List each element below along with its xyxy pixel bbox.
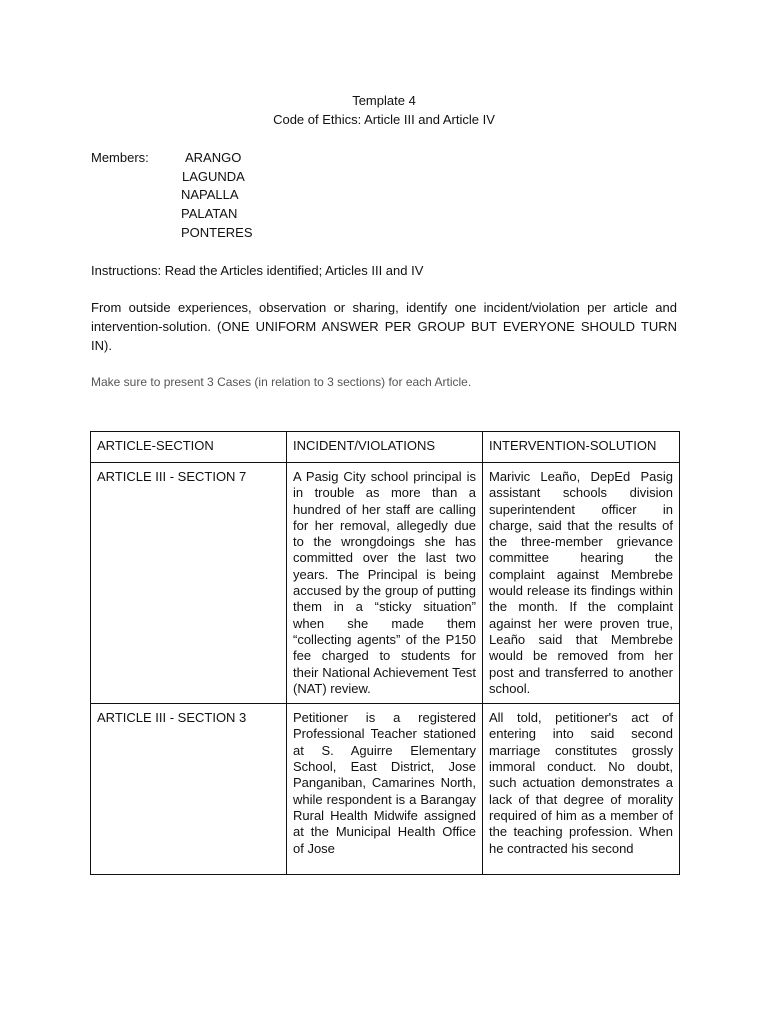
article-section-text: ARTICLE III - SECTION 3 bbox=[97, 710, 247, 726]
table-row bbox=[91, 704, 680, 875]
incident-cell bbox=[287, 704, 483, 875]
ethics-table bbox=[90, 431, 680, 875]
member-name: LAGUNDA bbox=[182, 169, 245, 184]
solution-cell: Marivic Leaño, DepEd Pasig assistant schools division superintendent officer in charge, said that the results of the three-member grievance committee hearing the complaint against Membrebe would release its findings within the month. If the complaint against her were proven true, Leaño said that Membrebe would be removed from her post and transferred to another school. bbox=[483, 463, 680, 704]
article-section-cell bbox=[91, 704, 287, 875]
member-name: NAPALLA bbox=[181, 187, 239, 202]
incident-cell: A Pasig City school principal is in trouble as more than a hundred of her staff are calling for her removal, allegedly due to the wrongdoings she has committed over the last two years. The Principal is being accused by the group of putting them in a “sticky situation” when she made them “collecting agents” of the P150 fee charged to students for their National Achievement Test (NAT) review. bbox=[287, 463, 483, 704]
task-description: From outside experiences, observation or sharing, identify one incident/violation per article and intervention-solution. (ONE UNIFORM ANSWER PER GROUP BUT EVERYONE SHOULD TURN IN). bbox=[91, 300, 677, 353]
member-name: PALATAN bbox=[181, 206, 238, 221]
template-label: Template 4 bbox=[352, 93, 416, 108]
solution-cell bbox=[483, 704, 680, 875]
members-label: Members: bbox=[91, 150, 149, 165]
member-name: ARANGO bbox=[185, 150, 242, 165]
instructions: Instructions: Read the Articles identified; Articles III and IV bbox=[91, 263, 424, 278]
table-header-row bbox=[91, 432, 680, 463]
article-section-cell: ARTICLE III - SECTION 7 bbox=[91, 463, 287, 704]
column-header: INTERVENTION-SOLUTION bbox=[483, 432, 680, 463]
column-header: ARTICLE-SECTION bbox=[91, 432, 287, 463]
solution-text: All told, petitioner's act of entering into said second marriage constitutes grossly immoral conduct. No doubt, such actuation demonstrates a lack of that degree of morality required of him as a member of the teaching profession. When he contracted his second bbox=[489, 710, 673, 856]
cases-note: Make sure to present 3 Cases (in relation to 3 sections) for each Article. bbox=[91, 375, 472, 389]
member-name: PONTERES bbox=[181, 225, 253, 240]
incident-text: Petitioner is a registered Professional Teacher stationed at S. Aguirre Elementary School, East District, Jose Panganiban, Camarines North, while respondent is a Barangay Rural Health Midwife assigned at the Municipal Health Office of Jose bbox=[293, 710, 476, 856]
column-header: INCIDENT/VIOLATIONS bbox=[287, 432, 483, 463]
document-title: Code of Ethics: Article III and Article IV bbox=[273, 112, 495, 127]
table-row bbox=[91, 463, 680, 704]
